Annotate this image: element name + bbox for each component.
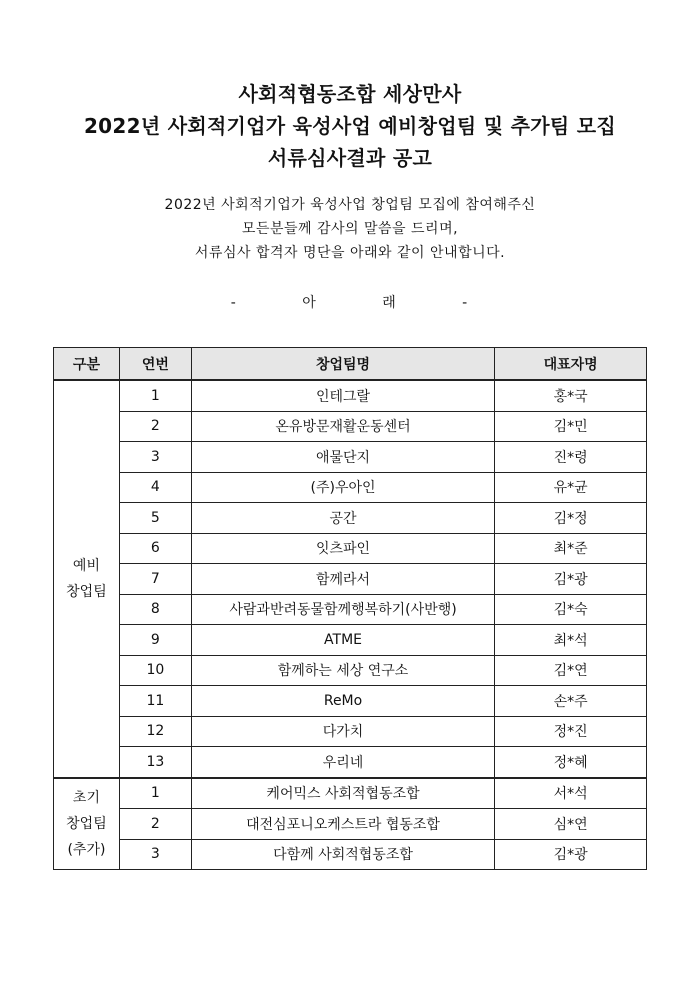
table-row: [54, 564, 647, 595]
table-row: [54, 716, 647, 747]
representative-name: 최*준: [495, 533, 647, 564]
row-number: 8: [119, 594, 191, 625]
team-name: 사람과반려동물함께행복하기(사반행): [191, 594, 494, 625]
row-number: 3: [119, 442, 191, 473]
row-number: 6: [119, 533, 191, 564]
header-category: 구분: [54, 348, 120, 381]
row-number: 11: [119, 686, 191, 717]
team-name: 함께라서: [191, 564, 494, 595]
table-row: [54, 809, 647, 840]
title-line-1: 사회적협동조합 세상만사: [238, 82, 462, 106]
title-line-3: 서류심사결과 공고: [267, 146, 433, 170]
header-representative: 대표자명: [495, 348, 647, 381]
title-line-2: 2022년 사회적기업가 육성사업 예비창업팀 및 추가팀 모집: [83, 114, 617, 138]
representative-name: 유*균: [495, 472, 647, 503]
representative-name: 김*민: [495, 411, 647, 442]
table-row: [54, 778, 647, 809]
table-row: [54, 411, 647, 442]
category-label: 창업팀: [66, 815, 107, 832]
representative-name: 김*광: [495, 564, 647, 595]
table-row: [54, 380, 647, 411]
team-name: (주)우아인: [191, 472, 494, 503]
category-label: 예비: [72, 557, 100, 574]
intro-paragraph: [0, 193, 700, 265]
header-team-name: 창업팀명: [191, 348, 494, 381]
table-row: [54, 503, 647, 534]
representative-name: 손*주: [495, 686, 647, 717]
row-number: 12: [119, 716, 191, 747]
representative-name: 심*연: [495, 809, 647, 840]
representative-name: 김*광: [495, 839, 647, 870]
team-name: 잇츠파인: [191, 533, 494, 564]
row-number: 3: [119, 839, 191, 870]
team-name: 인테그랄: [191, 380, 494, 411]
table-row: [54, 655, 647, 686]
table-row: [54, 747, 647, 778]
representative-name: 김*숙: [495, 594, 647, 625]
intro-line-2: 모든분들께 감사의 말씀을 드리며,: [241, 221, 459, 237]
representative-name: 김*정: [495, 503, 647, 534]
notice-heading: - 아 래 -: [230, 295, 470, 311]
team-name: ReMo: [191, 686, 494, 717]
intro-line-3: 서류심사 합격자 명단을 아래와 같이 안내합니다.: [194, 245, 506, 261]
table-row: [54, 686, 647, 717]
team-name: 공간: [191, 503, 494, 534]
team-name: 대전심포니오케스트라 협동조합: [191, 809, 494, 840]
table-row: [54, 442, 647, 473]
category-cell: [54, 380, 120, 778]
representative-name: 최*석: [495, 625, 647, 656]
representative-name: 정*진: [495, 716, 647, 747]
team-name: 함께하는 세상 연구소: [191, 655, 494, 686]
team-name: 다가치: [191, 716, 494, 747]
category-label: 창업팀: [66, 583, 107, 600]
team-name: 온유방문재활운동센터: [191, 411, 494, 442]
row-number: 4: [119, 472, 191, 503]
intro-line-1: 2022년 사회적기업가 육성사업 창업팀 모집에 참여해주신: [164, 197, 536, 213]
header-number: 연번: [119, 348, 191, 381]
table-row: [54, 472, 647, 503]
representative-name: 진*령: [495, 442, 647, 473]
representative-name: 정*혜: [495, 747, 647, 778]
announcement-title: [0, 78, 700, 174]
category-cell: [54, 778, 120, 870]
row-number: 2: [119, 809, 191, 840]
team-name: ATME: [191, 625, 494, 656]
row-number: 2: [119, 411, 191, 442]
team-name: 우리네: [191, 747, 494, 778]
representative-name: 김*연: [495, 655, 647, 686]
row-number: 5: [119, 503, 191, 534]
representative-name: 홍*국: [495, 380, 647, 411]
row-number: 9: [119, 625, 191, 656]
table-row: [54, 839, 647, 870]
row-number: 10: [119, 655, 191, 686]
team-name: 케어믹스 사회적협동조합: [191, 778, 494, 809]
table-header-row: [54, 348, 647, 381]
team-name: 애물단지: [191, 442, 494, 473]
row-number: 1: [119, 380, 191, 411]
row-number: 7: [119, 564, 191, 595]
category-label: 초기: [72, 789, 100, 806]
table-row: [54, 533, 647, 564]
row-number: 1: [119, 778, 191, 809]
table-row: [54, 625, 647, 656]
representative-name: 서*석: [495, 778, 647, 809]
row-number: 13: [119, 747, 191, 778]
category-label: (추가): [67, 841, 106, 858]
results-table: [53, 347, 647, 870]
team-name: 다함께 사회적협동조합: [191, 839, 494, 870]
table-row: [54, 594, 647, 625]
